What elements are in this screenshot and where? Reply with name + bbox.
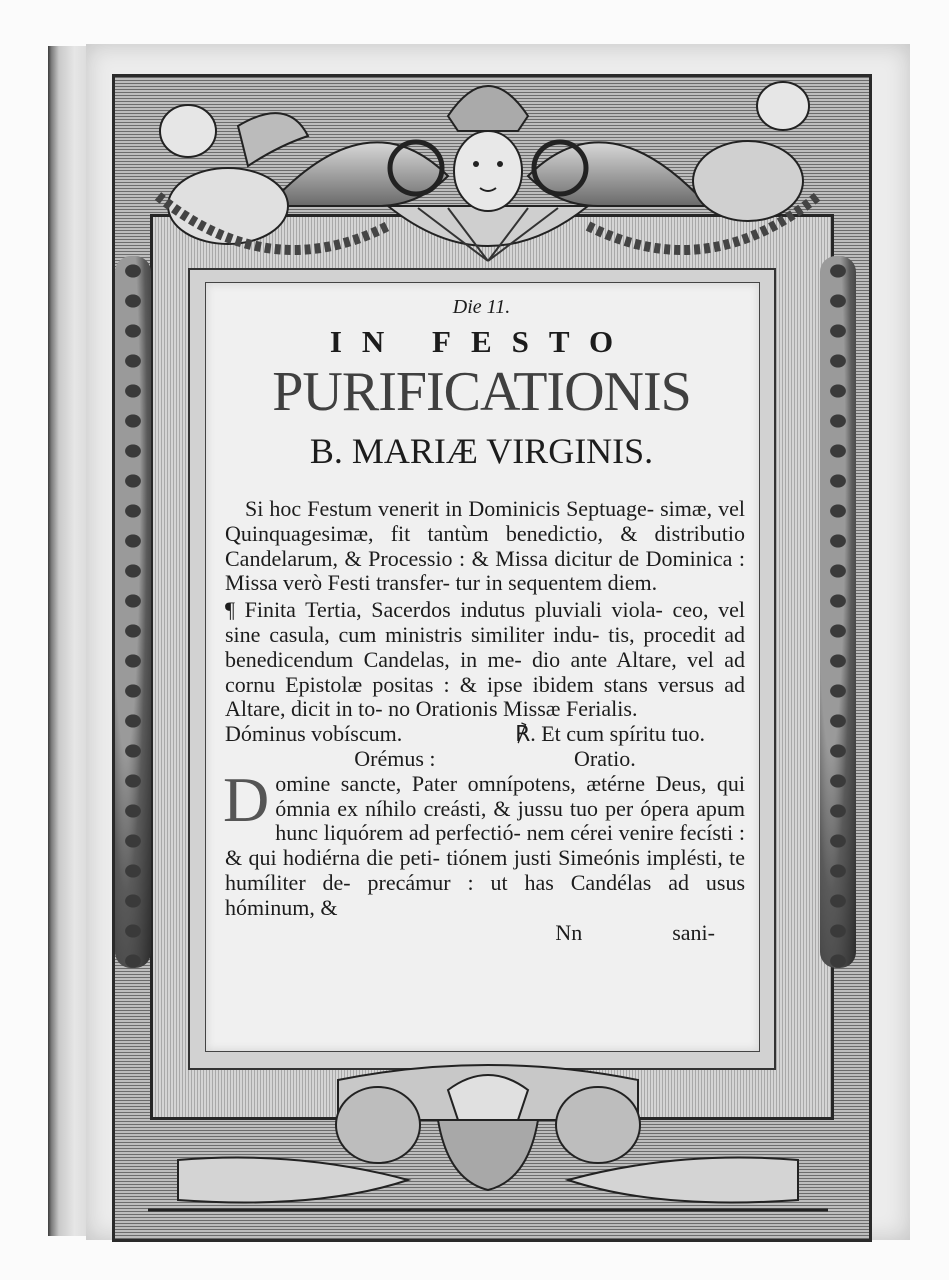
- text-line: & distributio Candelarum, & Processio : & Missa: [225, 520, 745, 571]
- rubric-paragraph-2: [225, 598, 745, 722]
- text-line: tuo per ópera apum hunc liquórem ad perfectió-: [275, 795, 746, 846]
- oratio-label: Oratio.: [574, 745, 636, 771]
- oremus-line: [225, 747, 745, 772]
- signature-catchword-line: [225, 921, 715, 946]
- left-garland-ornament: [115, 256, 151, 968]
- bottom-lions-ornament: [118, 1060, 858, 1230]
- response: ℟. Et cum spíritu tuo.: [515, 721, 705, 747]
- text-line: & ipse ibidem stans versus ad Altare, dicit in to-: [225, 671, 746, 722]
- right-garland-ornament: [820, 256, 856, 968]
- text-line: ceo, vel sine casula, cum ministris similiter indu-: [225, 597, 746, 647]
- text-line: tur in sequentem diem.: [455, 570, 658, 596]
- text-line: dicitur de Dominica : Missa verò Festi transfer-: [225, 545, 746, 596]
- text-line: ¶ Finita Tertia, Sacerdos indutus pluviali viola-: [225, 597, 663, 623]
- title-purificationis: PURIFICATIONIS: [272, 361, 691, 423]
- title-mariae-virginis: B. MARIÆ VIRGINIS.: [309, 431, 654, 471]
- top-cartouche-ornament: [118, 56, 858, 276]
- text-line: nem cérei venire fecísti : & qui hodiérna die peti-: [225, 820, 745, 871]
- drop-cap: D: [223, 763, 270, 835]
- text-line: Si hoc Festum venerit in Dominicis Septuage-: [245, 496, 655, 521]
- text-line: tis, procedit ad benedicendum Candelas, in me-: [225, 621, 746, 672]
- title-in-festo: IN FESTO: [329, 324, 634, 359]
- text-line: simæ, vel Quinquagesimæ, fit tantùm benedictio,: [225, 496, 745, 546]
- text-line: Deus, qui ómnia ex níhilo creásti, & jussu: [275, 770, 746, 821]
- text-line: no Orationis Missæ Ferialis.: [388, 696, 638, 722]
- prayer-paragraph: [223, 763, 746, 921]
- body-text: [225, 497, 745, 945]
- text-line: omine sancte, Pater omnípotens, ætérne: [275, 770, 646, 796]
- text-line: tiónem justi Simeónis implésti, te humíliter de-: [225, 845, 746, 895]
- text-line: precámur : ut has Candélas ad usus hóminum, &: [225, 869, 746, 920]
- day-label: Die 11.: [452, 296, 511, 318]
- rubric-paragraph-1: [225, 497, 745, 596]
- oremus-label: Orémus :: [354, 745, 436, 771]
- versicle-line: [225, 722, 745, 747]
- text-line: dio ante Altare, vel ad cornu Epistolæ positas :: [225, 646, 745, 697]
- versicle: Dóminus vobíscum.: [225, 721, 403, 747]
- catchword: sani-: [672, 919, 715, 945]
- signature-mark: Nn: [555, 919, 583, 945]
